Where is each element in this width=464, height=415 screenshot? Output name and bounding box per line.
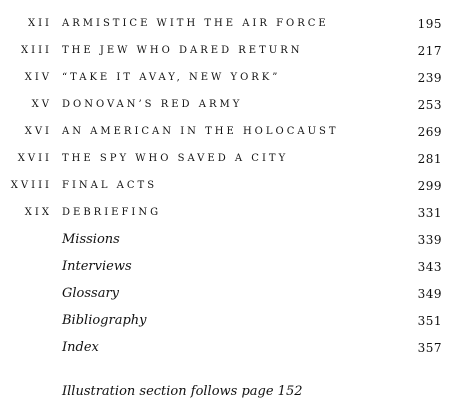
toc-row-chapter-xix xyxy=(0,204,464,222)
chapter-numeral: XV xyxy=(31,99,52,110)
chapter-numeral: XIX xyxy=(24,207,52,218)
page-number: 343 xyxy=(417,260,442,274)
toc-row-chapter-xiii xyxy=(0,42,464,60)
page-number: 239 xyxy=(417,71,442,85)
chapter-numeral: XVII xyxy=(17,153,52,164)
page-number: 299 xyxy=(417,179,442,193)
back-matter-title: Index xyxy=(62,340,99,355)
toc-row-chapter-xvii xyxy=(0,150,464,168)
chapter-title: THE JEW WHO DARED RETURN xyxy=(62,45,303,56)
page-number: 339 xyxy=(417,233,442,247)
toc-row-interviews xyxy=(0,258,464,276)
chapter-numeral: XIII xyxy=(21,45,52,56)
toc-row-glossary xyxy=(0,285,464,303)
page-number: 351 xyxy=(417,314,442,328)
back-matter-title: Interviews xyxy=(62,259,132,274)
back-matter-title: Bibliography xyxy=(62,313,147,328)
toc-row-missions xyxy=(0,231,464,249)
page-number: 195 xyxy=(417,17,442,31)
chapter-title: AN AMERICAN IN THE HOLOCAUST xyxy=(62,126,339,137)
chapter-numeral: XVI xyxy=(24,126,52,137)
toc-row-chapter-xvi xyxy=(0,123,464,141)
toc-row-chapter-xviii xyxy=(0,177,464,195)
toc-row-chapter-xii xyxy=(0,15,464,33)
chapter-numeral: XII xyxy=(27,18,52,29)
toc-row-chapter-xv xyxy=(0,96,464,114)
chapter-numeral: XIV xyxy=(24,72,52,83)
chapter-title: DEBRIEFING xyxy=(62,207,162,218)
back-matter-title: Glossary xyxy=(62,286,120,301)
back-matter-title: Missions xyxy=(62,232,120,247)
toc-row-index xyxy=(0,339,464,357)
chapter-title: ARMISTICE WITH THE AIR FORCE xyxy=(62,18,329,29)
page-number: 253 xyxy=(417,98,442,112)
chapter-numeral: XVIII xyxy=(10,180,52,191)
illustration-note: Illustration section follows page 152 xyxy=(62,384,303,399)
page-number: 269 xyxy=(417,125,442,139)
page-number: 217 xyxy=(417,44,442,58)
page-number: 281 xyxy=(417,152,442,166)
chapter-title: THE SPY WHO SAVED A CITY xyxy=(62,153,289,164)
chapter-title: FINAL ACTS xyxy=(62,180,158,191)
chapter-title: “TAKE IT AVAY, NEW YORK” xyxy=(62,72,281,83)
page-number: 331 xyxy=(417,206,442,220)
page-number: 357 xyxy=(417,341,442,355)
toc-row-bibliography xyxy=(0,312,464,330)
chapter-title: DONOVAN’S RED ARMY xyxy=(62,99,243,110)
page-number: 349 xyxy=(417,287,442,301)
toc-row-chapter-xiv xyxy=(0,69,464,87)
